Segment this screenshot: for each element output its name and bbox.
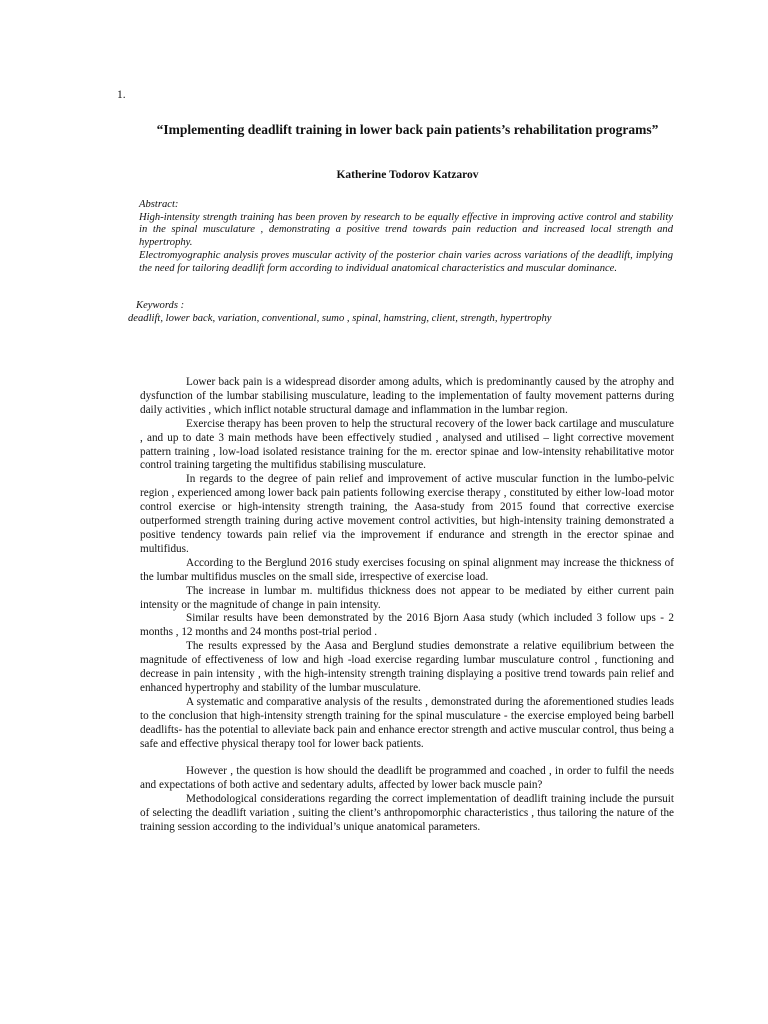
author-name: Katherine Todorov Katzarov <box>336 169 479 181</box>
paper-title: “Implementing deadlift training in lower back pain patients’s rehabilitation programs” <box>156 122 659 137</box>
abstract-paragraph: Electromyographic analysis proves muscular activity of the posterior chain varies across variations of the deadlift, implying the need for tailoring deadlift form according to individual anatomical characteristics and muscular dominance. <box>139 249 673 274</box>
body-paragraph: Lower back pain is a widespread disorder among adults, which is predominantly caused by the atrophy and dysfunction of the lumbar stabilising musculature, leading to the implementation of faulty movement patterns during daily activities , which inflict notable structural damage and inflammation in the lumbar region. <box>140 376 674 416</box>
body-paragraph: Methodological considerations regarding the correct implementation of deadlift training include the pursuit of selecting the deadlift variation , suiting the client’s anthropomorphic characteristics , thus tailoring the nature of the training session according to the individual’s unique anatomical parameters. <box>140 793 674 834</box>
body-paragraph: However , the question is how should the deadlift be programmed and coached , in order to fulfil the needs and expectations of both active and sedentary adults, affected by lower back muscle pain? <box>140 765 674 792</box>
body-paragraph: The results expressed by the Aasa and Berglund studies demonstrate a relative equilibrium between the magnitude of effectiveness of low and high -load exercise regarding lumbar musculature control , functioning and decrease in pain intensity , with the high-intensity strength training displaying a positive trend towards pain relief and enhanced hypertrophy and stability of the lumbar musculature. <box>140 640 674 694</box>
body-paragraph: The increase in lumbar m. multifidus thickness does not appear to be mediated by either current pain intensity or the magnitude of change in pain intensity. <box>140 584 674 611</box>
body-paragraph: Similar results have been demonstrated by the 2016 Bjorn Aasa study (which included 3 follow ups - 2 months , 12 months and 24 months post-trial period . <box>140 612 674 639</box>
abstract <box>139 199 673 275</box>
body-paragraph: In regards to the degree of pain relief and improvement of active muscular function in the lumbo-pelvic region , experienced among lower back pain patients following exercise therapy , constituted by either low-load motor control exercise or high-intensity strength training, the Aasa-study from 2015 found that corrective exercise outperformed strength training during active movement control activities, but high-intensity training demonstrated a positive tendency towards pain relief via the improvement if endurance and strength in the erector spinae and multifidus. <box>140 473 674 555</box>
body-paragraph: Exercise therapy has been proven to help the structural recovery of the lower back cartilage and musculature , and up to date 3 main methods have been effectively studied , analysed and utilised – light corrective movement pattern training , low-load isolated resistance training for the m. erector spinae and low-intensity rehabilitative motor control training targeting the multifidus stabilising musculature. <box>140 417 674 472</box>
keywords-list: deadlift, lower back, variation, conventional, sumo , spinal, hamstring, client, strength, hypertrophy <box>128 313 552 324</box>
keywords-label: Keywords : <box>136 300 185 311</box>
abstract-paragraph: High-intensity strength training has been proven by research to be equally effective in improving active control and stability in the spinal musculature , demonstrating a positive trend towards pain reduction and increased local strength and hypertrophy. <box>139 211 673 249</box>
body-paragraph: According to the Berglund 2016 study exercises focusing on spinal alignment may increase the thickness of the lumbar multifidus muscles on the small side, irrespective of exercise load. <box>140 556 674 583</box>
body-paragraph: A systematic and comparative analysis of the results , demonstrated during the aforementioned studies leads to the conclusion that high-intensity strength training for the spinal musculature - the exercise employed being barbell deadlifts- has the potential to alleviate back pain and enhance erector strength and active muscular control, thus being a safe and effective physical therapy tool for lower back patients. <box>140 695 675 750</box>
body-text <box>140 376 674 835</box>
section-number: 1. <box>117 89 126 101</box>
abstract-label: Abstract: <box>139 199 179 210</box>
